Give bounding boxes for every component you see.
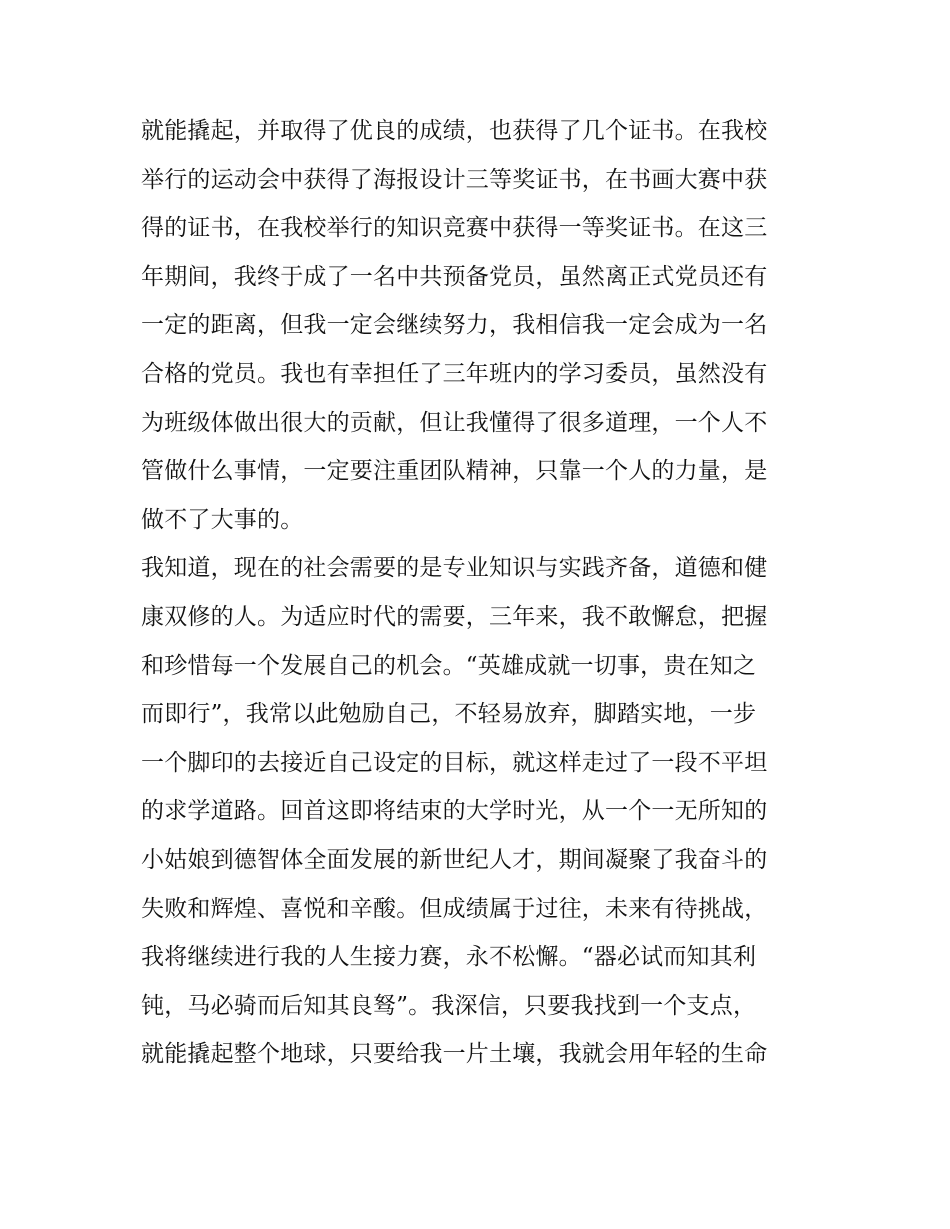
- text-line: 合格的党员。我也有幸担任了三年班内的学习委员，虽然没有: [141, 360, 768, 387]
- text-line: 做不了大事的。: [141, 506, 304, 533]
- text-line: 一定的距离，但我一定会继续努力，我相信我一定会成为一名: [141, 312, 768, 339]
- text-line: 为班级体做出很大的贡献，但让我懂得了很多道理，一个人不: [141, 409, 768, 436]
- text-line: 和珍惜每一个发展自己的机会。“英雄成就一切事，贵在知之: [141, 652, 757, 679]
- text-line: 管做什么事情，一定要注重团队精神，只靠一个人的力量，是: [141, 458, 768, 485]
- text-line: 就能撬起整个地球，只要给我一片土壤，我就会用年轻的生命: [141, 1041, 768, 1068]
- text-line: 失败和辉煌、喜悦和辛酸。但成绩属于过往，未来有待挑战，: [141, 895, 768, 922]
- text-line: 我知道，现在的社会需要的是专业知识与实践齐备，道德和健: [141, 555, 768, 582]
- text-line: 得的证书，在我校举行的知识竞赛中获得一等奖证书。在这三: [141, 215, 768, 242]
- text-line: 年期间，我终于成了一名中共预备党员，虽然离正式党员还有: [141, 263, 768, 290]
- text-line: 举行的运动会中获得了海报设计三等奖证书，在书画大赛中获: [141, 166, 768, 193]
- text-line: 的求学道路。回首这即将结束的大学时光，从一个一无所知的: [141, 798, 768, 825]
- text-line: 钝，马必骑而后知其良驽”。我深信，只要我找到一个支点，: [141, 992, 757, 1019]
- text-line: 我将继续进行我的人生接力赛，永不松懈。“器必试而知其利: [141, 944, 757, 971]
- text-line: 就能撬起，并取得了优良的成绩，也获得了几个证书。在我校: [141, 118, 768, 144]
- body-text: [141, 107, 821, 1079]
- text-line: 康双修的人。为适应时代的需要，三年来，我不敢懈怠，把握: [141, 603, 768, 630]
- text-line: 一个脚印的去接近自己设定的目标，就这样走过了一段不平坦: [141, 749, 768, 776]
- text-line: 小姑娘到德智体全面发展的新世纪人才，期间凝聚了我奋斗的: [141, 846, 768, 873]
- text-line: 而即行”，我常以此勉励自己，不轻易放弃，脚踏实地，一步: [141, 701, 757, 728]
